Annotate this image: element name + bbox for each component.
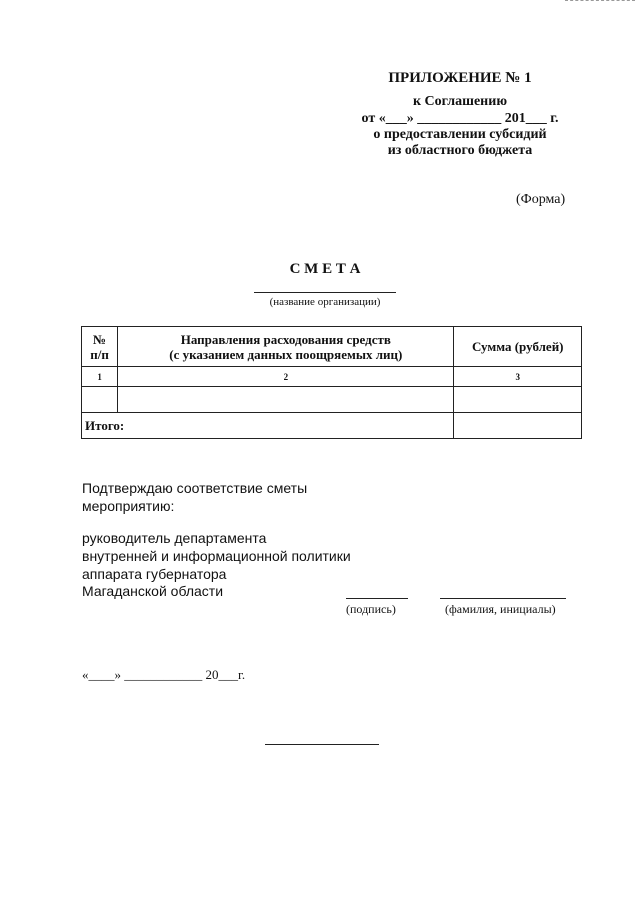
confirm-line-2: мероприятию:: [82, 498, 175, 514]
agreement-date-line: от «___» ____________ 201___ г.: [361, 111, 559, 126]
document-title: С М Е Т А: [289, 261, 361, 277]
confirm-line-1: Подтверждаю соответствие сметы: [82, 480, 308, 496]
signatory-line-1: руководитель департамента: [82, 530, 267, 546]
table-cell: [454, 387, 582, 413]
signature-line: [346, 598, 408, 599]
column-header-number: № п/п: [82, 327, 118, 367]
signature-caption: (подпись): [346, 602, 396, 616]
estimate-table: [81, 326, 582, 439]
table-index-row: [82, 367, 582, 387]
organization-name-line: [254, 292, 396, 293]
form-label: (Форма): [516, 192, 566, 207]
signatory-line-2: внутренней и информационной политики: [82, 548, 351, 564]
column-header-sum: Сумма (рублей): [454, 327, 582, 367]
column-header-direction: Направления расходования средств (с указанием данных поощряемых лиц): [118, 327, 454, 367]
table-cell: [118, 387, 454, 413]
budget-line: из областного бюджета: [387, 143, 533, 158]
index-cell: 2: [118, 367, 454, 387]
date-line: «____» ____________ 20___г.: [82, 667, 246, 682]
organization-name-caption: (название организации): [269, 296, 381, 308]
index-cell: 1: [82, 367, 118, 387]
table-total-row: [82, 413, 582, 439]
agreement-line: к Соглашению: [412, 94, 508, 109]
name-caption: (фамилия, инициалы): [445, 602, 556, 616]
subsidy-line: о предоставлении субсидий: [373, 127, 547, 142]
index-cell: 3: [454, 367, 582, 387]
table-cell: [82, 387, 118, 413]
name-line: [440, 598, 566, 599]
signatory-line-3: аппарата губернатора: [82, 566, 227, 582]
total-label: Итого:: [82, 413, 454, 439]
appendix-title: ПРИЛОЖЕНИЕ № 1: [388, 70, 532, 86]
bottom-rule: [265, 744, 379, 745]
total-value-cell: [454, 413, 582, 439]
top-corner-mark: [565, 0, 635, 1]
table-row: [82, 387, 582, 413]
signatory-line-4: Магаданской области: [82, 583, 224, 599]
table-header-row: [82, 327, 582, 367]
